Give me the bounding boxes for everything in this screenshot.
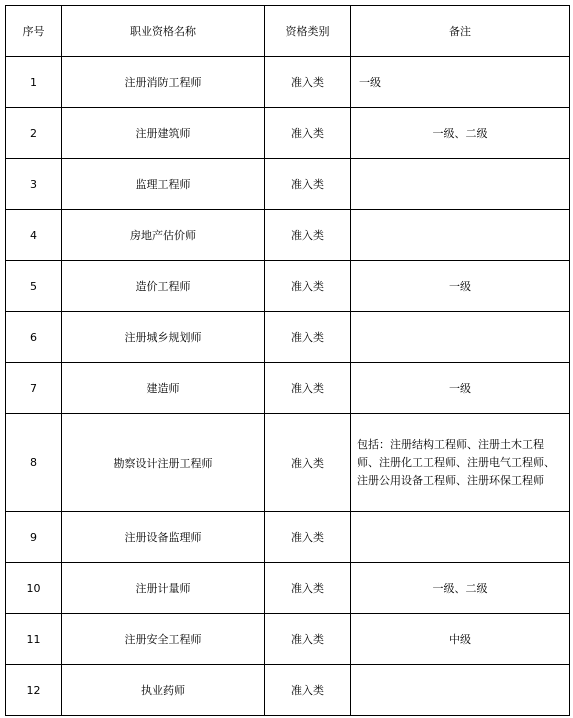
row-note-cell [351, 210, 570, 261]
row-category-cell: 准入类 [265, 614, 351, 665]
row-note-cell [351, 159, 570, 210]
row-category-cell: 准入类 [265, 261, 351, 312]
table-row [6, 210, 570, 261]
header-no: 序号 [6, 6, 62, 57]
row-category-cell: 准入类 [265, 563, 351, 614]
row-name-cell: 注册设备监理师 [62, 512, 265, 563]
header-category: 资格类别 [265, 6, 351, 57]
row-no-cell: 3 [6, 159, 62, 210]
row-no-cell: 12 [6, 665, 62, 716]
row-category-cell: 准入类 [265, 159, 351, 210]
row-name-cell: 注册计量师 [62, 563, 265, 614]
row-category-cell: 准入类 [265, 414, 351, 512]
row-name-cell: 注册安全工程师 [62, 614, 265, 665]
row-note-cell [351, 312, 570, 363]
row-category-cell: 准入类 [265, 210, 351, 261]
row-note-cell [351, 665, 570, 716]
table-row [6, 312, 570, 363]
table-row [6, 261, 570, 312]
row-category-cell: 准入类 [265, 512, 351, 563]
row-note-cell: 一级 [351, 363, 570, 414]
table-row [6, 614, 570, 665]
table-row [6, 108, 570, 159]
row-no-cell: 4 [6, 210, 62, 261]
row-no-cell: 11 [6, 614, 62, 665]
table-row [6, 363, 570, 414]
row-note-cell: 一级 [351, 57, 570, 108]
row-category-cell: 准入类 [265, 312, 351, 363]
table-body [6, 57, 570, 716]
row-no-cell: 9 [6, 512, 62, 563]
table-row [6, 57, 570, 108]
row-no-cell: 8 [6, 414, 62, 512]
row-no-cell: 6 [6, 312, 62, 363]
row-note-cell: 一级、二级 [351, 563, 570, 614]
row-note-cell: 包括：注册结构工程师、注册土木工程师、注册化工工程师、注册电气工程师、注册公用设备工程师、注册环保工程师 [351, 414, 570, 512]
table-row [6, 563, 570, 614]
row-name-cell: 造价工程师 [62, 261, 265, 312]
row-name-cell: 房地产估价师 [62, 210, 265, 261]
row-no-cell: 5 [6, 261, 62, 312]
row-note-cell: 中级 [351, 614, 570, 665]
row-name-cell: 监理工程师 [62, 159, 265, 210]
row-no-cell: 1 [6, 57, 62, 108]
table-row [6, 159, 570, 210]
row-name-cell: 注册城乡规划师 [62, 312, 265, 363]
row-category-cell: 准入类 [265, 57, 351, 108]
row-name-cell: 建造师 [62, 363, 265, 414]
row-name-cell: 执业药师 [62, 665, 265, 716]
row-name-cell: 注册消防工程师 [62, 57, 265, 108]
header-note: 备注 [351, 6, 570, 57]
qualification-table [5, 5, 570, 716]
table-row [6, 665, 570, 716]
row-name-cell: 注册建筑师 [62, 108, 265, 159]
table-row [6, 512, 570, 563]
row-no-cell: 2 [6, 108, 62, 159]
row-note-cell: 一级 [351, 261, 570, 312]
header-name: 职业资格名称 [62, 6, 265, 57]
row-name-cell: 勘察设计注册工程师 [62, 414, 265, 512]
table-header-row [6, 6, 570, 57]
row-no-cell: 10 [6, 563, 62, 614]
row-note-cell: 一级、二级 [351, 108, 570, 159]
row-category-cell: 准入类 [265, 665, 351, 716]
row-no-cell: 7 [6, 363, 62, 414]
table-row [6, 414, 570, 512]
row-category-cell: 准入类 [265, 363, 351, 414]
row-note-cell [351, 512, 570, 563]
row-category-cell: 准入类 [265, 108, 351, 159]
